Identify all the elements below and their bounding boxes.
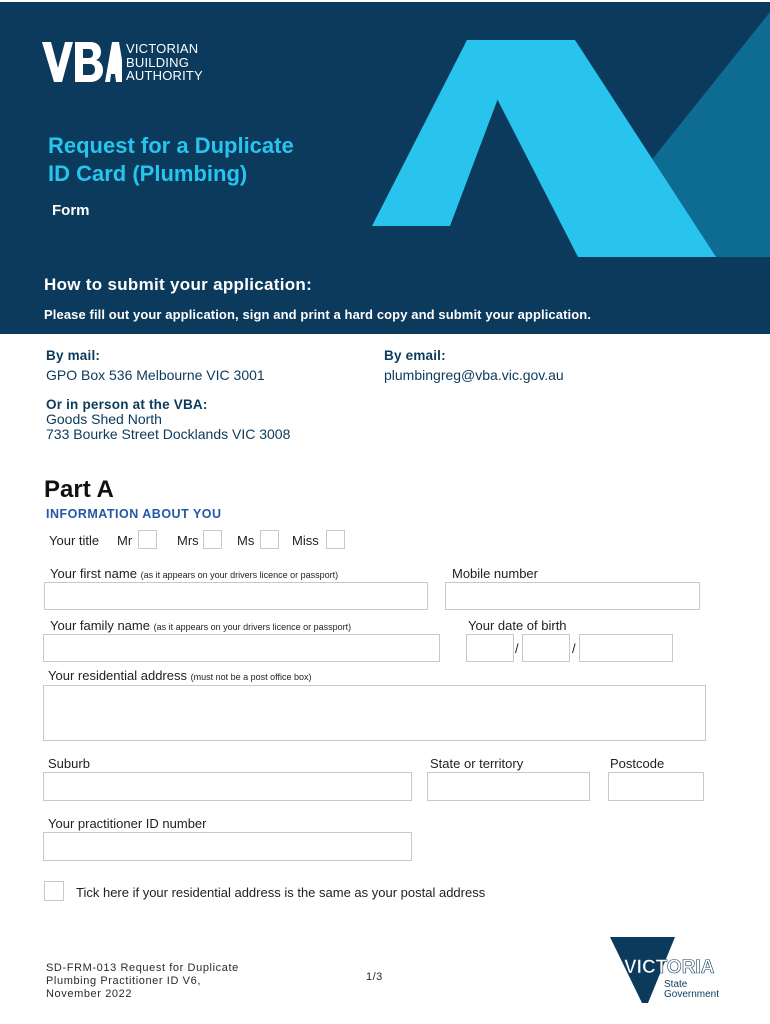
same-address-checkbox[interactable] <box>44 881 64 901</box>
in-person-line1: Goods Shed North <box>46 411 162 427</box>
victoria-logo-word: VICTORIA <box>624 957 715 978</box>
residential-address-field[interactable] <box>43 685 706 741</box>
postcode-label: Postcode <box>610 756 665 771</box>
how-to-submit-text: Please fill out your application, sign and print a hard copy and submit your application. <box>44 307 592 322</box>
header-banner <box>0 2 770 334</box>
first-name-label-text: Your first name <box>50 566 137 581</box>
org-name-line3: AUTHORITY <box>126 68 203 83</box>
title-mr-checkbox[interactable] <box>138 530 157 549</box>
address-label-text: Your residential address <box>48 668 187 683</box>
form-code-line3: November 2022 <box>46 988 133 1000</box>
org-name-line2: BUILDING <box>126 54 190 70</box>
family-name-label <box>50 618 351 633</box>
practitioner-id-label: Your practitioner ID number <box>48 816 207 831</box>
dob-month-field[interactable] <box>522 634 570 662</box>
title-option-mr-label: Mr <box>117 533 133 548</box>
title-mrs-checkbox[interactable] <box>203 530 222 549</box>
dob-year-field[interactable] <box>579 634 673 662</box>
title-miss-checkbox[interactable] <box>326 530 345 549</box>
title-option-ms-label: Ms <box>237 533 255 548</box>
family-name-field[interactable] <box>43 634 440 662</box>
vba-logo-text <box>126 42 203 83</box>
victoria-state-government-logo-icon <box>610 937 735 1005</box>
dob-separator-1: / <box>515 641 519 656</box>
form-title-line2: ID Card (Plumbing) <box>48 161 248 186</box>
title-option-mrs-label: Mrs <box>177 533 199 548</box>
practitioner-id-field[interactable] <box>43 832 412 861</box>
title-label: Your title <box>49 533 100 548</box>
mobile-field[interactable] <box>445 582 700 610</box>
email-label: By email: <box>384 348 446 363</box>
state-label: State or territory <box>430 756 524 771</box>
form-subtitle: Form <box>52 202 90 219</box>
in-person-label: Or in person at the VBA: <box>46 397 208 412</box>
title-option-miss-label: Miss <box>292 533 319 548</box>
page-number: 1/3 <box>366 971 383 983</box>
victoria-logo-sub1: State <box>664 979 688 990</box>
how-to-submit-heading: How to submit your application: <box>44 275 313 294</box>
victoria-logo-sub2: Government <box>664 989 720 1000</box>
vba-logo-icon <box>42 40 122 84</box>
dob-label: Your date of birth <box>468 618 567 633</box>
org-name-line1: VICTORIAN <box>126 41 199 56</box>
form-title <box>48 132 294 188</box>
form-code-line2: Plumbing Practitioner ID V6, <box>46 975 201 987</box>
suburb-field[interactable] <box>43 772 412 801</box>
postcode-field[interactable] <box>608 772 704 801</box>
section-heading: INFORMATION ABOUT YOU <box>46 507 222 521</box>
first-name-note: (as it appears on your drivers licence or passport) <box>140 570 339 580</box>
family-name-note: (as it appears on your drivers licence or passport) <box>153 622 352 632</box>
form-title-line1: Request for a Duplicate <box>48 133 294 158</box>
form-code <box>46 962 286 1001</box>
first-name-field[interactable] <box>44 582 428 610</box>
address-label <box>48 668 312 683</box>
suburb-label: Suburb <box>48 756 90 771</box>
title-ms-checkbox[interactable] <box>260 530 279 549</box>
family-name-label-text: Your family name <box>50 618 150 633</box>
in-person-line2: 733 Bourke Street Docklands VIC 3008 <box>46 426 291 442</box>
first-name-label <box>50 566 338 581</box>
address-note: (must not be a post office box) <box>190 672 312 682</box>
mail-label: By mail: <box>46 348 101 363</box>
dob-separator-2: / <box>572 641 576 656</box>
state-field[interactable] <box>427 772 590 801</box>
mobile-label: Mobile number <box>452 566 538 581</box>
part-a-heading: Part A <box>44 476 114 503</box>
dob-day-field[interactable] <box>466 634 514 662</box>
same-address-label: Tick here if your residential address is the same as your postal address <box>76 885 486 900</box>
mail-address: GPO Box 536 Melbourne VIC 3001 <box>46 367 265 383</box>
email-address[interactable]: plumbingreg@vba.vic.gov.au <box>384 367 564 383</box>
form-code-line1: SD-FRM-013 Request for Duplicate <box>46 962 239 974</box>
